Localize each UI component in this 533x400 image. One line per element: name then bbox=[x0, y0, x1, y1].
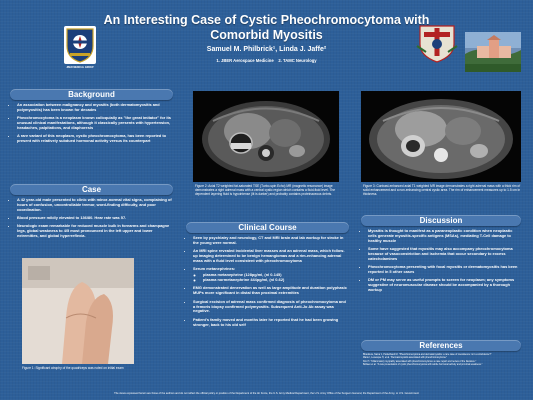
background-bullet: • Pheochromocytoma is a neoplasm known colloquially as "the great imitator" for its unusual clinical manifestations, although it classically presents with hypertension, headaches, palpitations, and diaphoresis bbox=[17, 116, 173, 131]
discussion-bullet: • DM or PM may serve as useful prompts to screen for neoplasm; any symptoms suggestive of neuromuscular disease should be accompanied by a thorough workup bbox=[368, 278, 520, 293]
clinical-course-heading: Clinical Course bbox=[186, 222, 349, 233]
discussion-bullet: • Myositis is thought to manifest as a paraneoplastic condition when neoplastic cells generate myositis-specific antigens (MSAs), mediating T-Cell damage to healthy muscle bbox=[368, 229, 520, 244]
clinical-bullet: • Patient's family moved and months later he reported that he had been growing stronger, back to his old self bbox=[193, 318, 349, 328]
disclaimer-footnote: The views expressed herein are those of the authors and do not reflect the official policy or position of the Department of the Air Force, the U.S. Army Medical Department, the U.S. Army Office of the Surgeon General, the Department of the Army, or U.S. Government bbox=[114, 392, 419, 395]
title-line-1: An Interesting Case of Cystic Pheochromocytoma with bbox=[103, 13, 430, 27]
affiliations: 1. JBER Aerospace Medicine 2. TAMC Neurology bbox=[216, 58, 317, 63]
clinical-bullet-metanephrines bbox=[193, 267, 349, 283]
figure-1-leg-photo bbox=[22, 258, 134, 364]
figure-1-caption: Figure 1: Significant atrophy of the quadriceps was noted on initial exam bbox=[22, 366, 124, 370]
jber-medical-group-logo bbox=[64, 26, 96, 69]
background-bullet: • A rare variant of this neoplasm, cystic pheochromocytoma, has been reported to present with relatively subdued hormonal activity versus its counterpart bbox=[17, 134, 173, 144]
discussion-section bbox=[362, 229, 520, 297]
reference-item: Boltaev et al. "A rare presentation of cystic pheochromocytoma with subtle hormonal activity and proximal weakness." bbox=[363, 364, 483, 367]
discussion-bullet: • Pheochromocytoma presenting with focal myositis or dermatomyositis has been reported in 5 other cases bbox=[368, 265, 520, 275]
figure-3-mri bbox=[361, 91, 521, 182]
figure-3-caption: Figure 3: Contrast-enhanced axial T1 weighted MR image demonstrates a right adrenal mass with a thick rim of solid enhancement and a non-enhancing central cystic area. The rim of enhancement measures up to 1.5 cm in thickness. bbox=[363, 184, 521, 196]
reference-item: Bhadoura, Nazar J, Parkelband M. "Pheochromocytoma and dermatomyositis: a rare case of coexistence: is it a coincidence?" bbox=[363, 354, 492, 356]
background-heading: Background bbox=[10, 89, 173, 100]
title-line-2: Comorbid Myositis bbox=[210, 28, 323, 42]
hospital-photo bbox=[465, 32, 521, 72]
figure-2-caption: Figure 2: Axial T2 weighted fat-saturated TSE (Turbo-spin Echo) MR (magnetic resonance) image demonstrates a right adrenal mass with a central cystic region which contains a fluid-fluid level. The dependent layering fluid is hypointense (lit is darker) and probably contains proteinaceous debris. bbox=[195, 184, 336, 196]
case-heading: Case bbox=[10, 184, 173, 195]
authors: Samuel M. Philbrick¹, Linda J. Jaffe² bbox=[206, 46, 327, 53]
case-bullet: • Blood pressure mildly elevated to 136/80. Hear rate was 57. bbox=[17, 216, 173, 221]
case-section bbox=[11, 198, 173, 243]
figure-2-mri bbox=[193, 91, 339, 182]
discussion-heading: Discussion bbox=[361, 215, 521, 226]
background-section bbox=[11, 103, 173, 148]
background-bullet: • An association between malignancy and myositis (both dermatomyositis and polymyositis) has been known for decades bbox=[17, 103, 173, 113]
clinical-bullet: • Surgical excision of adrenal mass confirmed diagnosis of pheochromocytoma and a femoris biopsy confirmed polymyositis. Subsequent Anti-Jo Ab assay was negative. bbox=[193, 300, 349, 315]
metanephrines-label: Serum metanephrines: bbox=[193, 266, 236, 272]
case-bullet: • Neurologic exam remarkable for reduced muscle bulk in forearms and champagne legs, global weakness to 4/5 most pronounced in the left upper and lower extremities, and global hyperreflexia. bbox=[17, 224, 173, 239]
case-bullet: • A 42 year-old male presented to clinic with minor-normal vital signs, complaining of hours of confusion, uncontrollable tremor, word-finding difficulty, and poor coordination. bbox=[17, 198, 173, 213]
reference-item: Marie I, Levesque H, et al. "Dermatomyositis associated with pheochromocytoma." bbox=[363, 357, 447, 360]
metanephrine-value: ◦ plasma normetanephrine 444pg/ml, (nl 0-62) bbox=[203, 278, 349, 283]
metanephrine-value: ◦ plasma metanephrine (128pg/ml, (nl 0-145) bbox=[203, 273, 349, 278]
references-list bbox=[363, 354, 521, 368]
discussion-bullet: • Some have suggested that myositis may also accompany pheochromocytoma because of vasoconstriction and ischemia that occur secondary to excess catecholamines bbox=[368, 247, 520, 262]
clinical-bullet: • Seen by psychiatry and neurology, CT and MRI brain and lab workup for stroke in the young were normal. bbox=[193, 236, 349, 246]
clinical-bullet: • EMG demonstrated denervation as well as large amplitude and duration polyphasic MUPs more significant in distal than proximal extremities bbox=[193, 286, 349, 296]
clinical-bullet: • An MRI spine revealed incidental liver masses and an adrenal mass, which follow-up imaging determined to be benign hemangiomas and a rim-enhancing adrenal mass with a fluid level consistent with pheochromocytoma bbox=[193, 249, 349, 264]
references-heading: References bbox=[361, 340, 521, 351]
poster-title bbox=[100, 13, 433, 43]
reference-item: Kim H. "Inflammatory myopathy associated with pheochromocytoma: a case report and review of the literature." bbox=[363, 360, 477, 363]
left-logo-text: JBER MEDICAL GROUP bbox=[66, 66, 94, 69]
clinical-course-section bbox=[187, 236, 349, 331]
